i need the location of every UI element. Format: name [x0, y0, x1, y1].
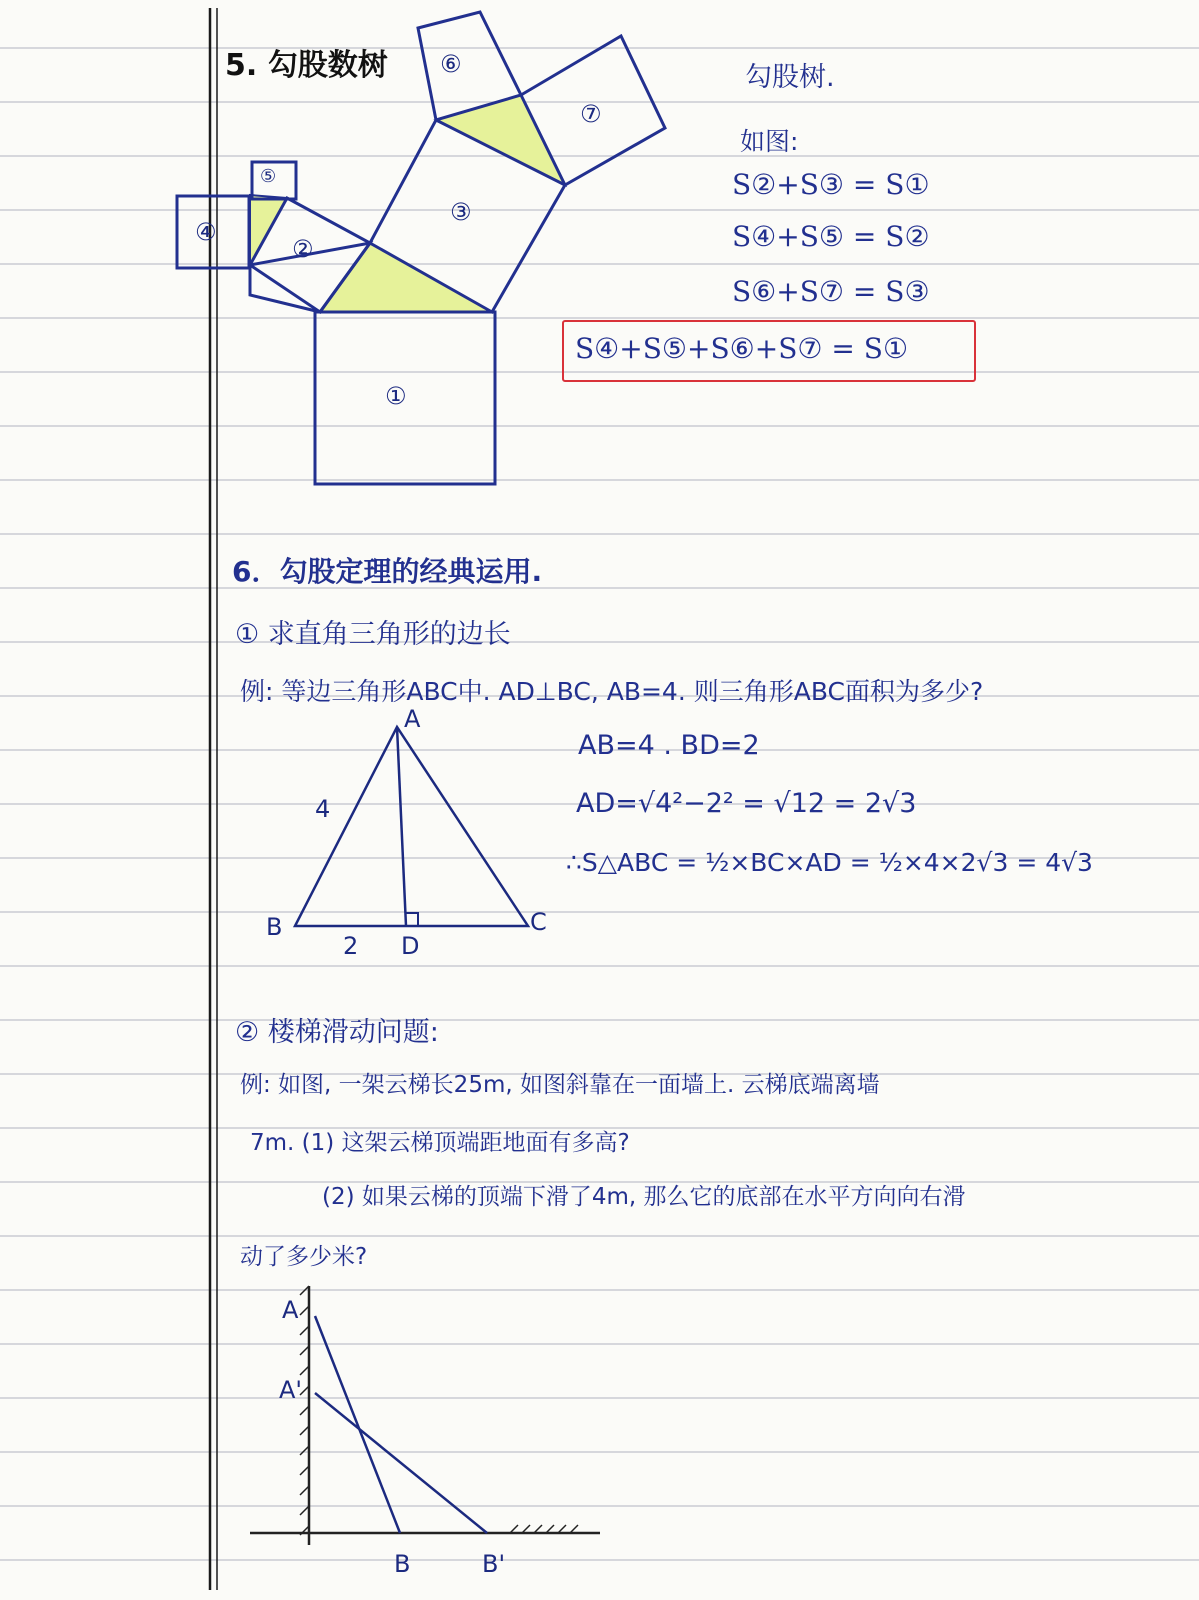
equation-3: S⑥+S⑦ = S③	[732, 275, 930, 308]
figure1-label-A: A	[404, 705, 421, 733]
equation-2: S④+S⑤ = S②	[732, 220, 930, 253]
square-label-1: ①	[385, 382, 407, 410]
section5-ru-tu: 如图:	[740, 127, 799, 156]
section5-title: 5. 勾股数树	[225, 48, 388, 83]
section5-right-title: 勾股树.	[745, 62, 835, 93]
part1-example: 例: 等边三角形ABC中. AD⊥BC, AB=4. 则三角形ABC面积为多少?	[240, 677, 984, 706]
figure1-label-C: C	[530, 908, 547, 936]
square-label-2: ②	[292, 235, 314, 263]
equilateral-triangle-figure	[295, 727, 528, 926]
figure2-label-B-prime: B'	[482, 1550, 506, 1578]
figure2-label-A: A	[282, 1296, 299, 1324]
solution-line-2: AD=√4²−2² = √12 = 2√3	[576, 788, 917, 819]
square-label-6: ⑥	[440, 50, 462, 78]
square-label-5: ⑤	[260, 166, 277, 187]
figure2-label-B: B	[394, 1550, 411, 1578]
ladder-original	[315, 1316, 400, 1533]
square-label-3: ③	[450, 198, 472, 226]
square-label-4: ④	[195, 218, 217, 246]
part1-heading: ① 求直角三角形的边长	[235, 619, 511, 650]
figure1-label-D: D	[401, 932, 420, 960]
solution-line-3: ∴S△ABC = ½×BC×AD = ½×4×2√3 = 4√3	[566, 848, 1093, 877]
equation-1: S②+S③ = S①	[732, 168, 930, 201]
part2-example-line-3: (2) 如果云梯的顶端下滑了4m, 那么它的底部在水平方向向右滑	[322, 1184, 966, 1210]
figure1-label-BD: 2	[343, 932, 359, 960]
figure2-label-A-prime: A'	[279, 1376, 303, 1404]
summary-equation: S④+S⑤+S⑥+S⑦ = S①	[575, 332, 909, 365]
ladder-slid	[315, 1393, 487, 1533]
solution-line-1: AB=4 . BD=2	[578, 730, 760, 761]
triangle-upper	[436, 95, 565, 185]
figure1-label-AB: 4	[315, 795, 331, 823]
part2-example-line-2: 7m. (1) 这架云梯顶端距地面有多高?	[250, 1130, 630, 1156]
part2-heading: ② 楼梯滑动问题:	[235, 1017, 439, 1048]
part2-example-line-4: 动了多少米?	[240, 1244, 368, 1270]
figure1-label-B: B	[266, 913, 283, 941]
square-label-7: ⑦	[580, 100, 602, 128]
section6-title: 6．勾股定理的经典运用.	[232, 555, 543, 588]
part2-example-line-1: 例: 如图, 一架云梯长25m, 如图斜靠在一面墙上. 云梯底端离墙	[240, 1072, 880, 1098]
